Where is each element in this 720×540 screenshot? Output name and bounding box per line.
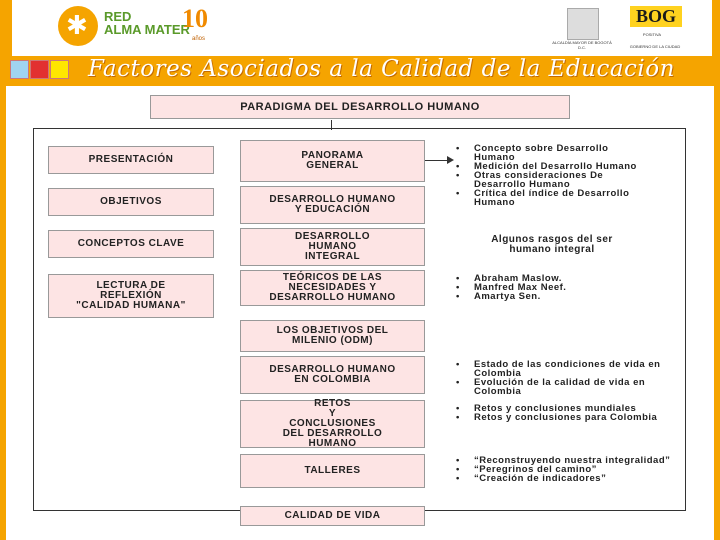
center-box-9: CALIDAD DE VIDA: [240, 506, 425, 526]
outer-border-top: [33, 128, 685, 129]
logo-text: RED ALMA MATER: [104, 9, 190, 37]
left-box-conceptos: CONCEPTOS CLAVE: [48, 230, 214, 258]
blue-square-icon: [10, 60, 29, 79]
outer-border-right: [685, 128, 686, 510]
outer-border-left: [33, 128, 34, 510]
bog-footer: GOBIERNO DE LA CIUDAD: [629, 44, 681, 49]
logo-number: 10: [182, 4, 208, 33]
connector-top: [331, 120, 332, 130]
left-box-presentacion: PRESENTACIÓN: [48, 146, 214, 174]
diagram-top-box: PARADIGMA DEL DESARROLLO HUMANO: [150, 95, 570, 119]
right-list-6: [452, 456, 672, 483]
center-box-5: LOS OBJETIVOS DEL MILENIO (ODM): [240, 320, 425, 352]
center-box-2: DESARROLLO HUMANO Y EDUCACIÓN: [240, 186, 425, 224]
right-list-5: [452, 404, 662, 422]
list-item: • Medición del Desarrollo Humano: [452, 162, 652, 171]
red-alma-mater-logo-icon: ✱: [58, 6, 98, 46]
list-item: • Retos y conclusiones para Colombia: [452, 413, 662, 422]
header-bar: [12, 0, 712, 56]
seal-caption: ALCALDÍA MAYOR DE BOGOTÁ D.C.: [552, 40, 612, 50]
left-box-lectura: LECTURA DE REFLEXIÓN "CALIDAD HUMANA": [48, 274, 214, 318]
right-list-3: [452, 274, 652, 301]
right-list-4: [452, 360, 667, 396]
right-box-2: Algunos rasgos del ser humano integral: [491, 234, 613, 255]
list-item: • “Reconstruyendo nuestra integralidad”: [452, 456, 672, 465]
list-item: • Manfred Max Neef.: [452, 283, 652, 292]
list-item: • Crítica del índice de Desarrollo Humano: [452, 189, 652, 207]
list-item: • Concepto sobre Desarrollo Humano: [452, 144, 652, 162]
left-box-objetivos: OBJETIVOS: [48, 188, 214, 216]
center-box-3: DESARROLLO HUMANO INTEGRAL: [240, 228, 425, 266]
center-box-7: RETOS Y CONCLUSIONES DEL DESARROLLO HUMANO: [240, 400, 425, 448]
list-item: • Abraham Maslow.: [452, 274, 652, 283]
center-box-4: TEÓRICOS DE LAS NECESIDADES Y DESARROLLO HUMANO: [240, 270, 425, 306]
arrow-line: [425, 160, 449, 161]
list-item: • “Creación de indicadores”: [452, 474, 672, 483]
right-list-1: [452, 144, 652, 207]
list-item: • Retos y conclusiones mundiales: [452, 404, 662, 413]
red-square-icon: [30, 60, 49, 79]
center-box-6: DESARROLLO HUMANO EN COLOMBIA: [240, 356, 425, 394]
center-box-1: PANORAMA GENERAL: [240, 140, 425, 182]
page-title: Factores Asociados a la Calidad de la Educación: [88, 56, 675, 82]
logo-sub: años: [192, 36, 206, 42]
list-item: • Estado de las condiciones de vida en Colombia: [452, 360, 667, 378]
bog-caption: POSITIVA: [642, 32, 662, 37]
bogota-seal-icon: [567, 8, 599, 40]
list-item: • Amartya Sen.: [452, 292, 652, 301]
yellow-square-icon: [50, 60, 69, 79]
list-item: • Evolución de la calidad de vida en Colombia: [452, 378, 667, 396]
center-box-8: TALLERES: [240, 454, 425, 488]
list-item: • “Peregrinos del camino”: [452, 465, 672, 474]
bogota-positiva-logo: BOG: [630, 6, 682, 27]
list-item: • Otras consideraciones De Desarrollo Humano: [452, 171, 652, 189]
